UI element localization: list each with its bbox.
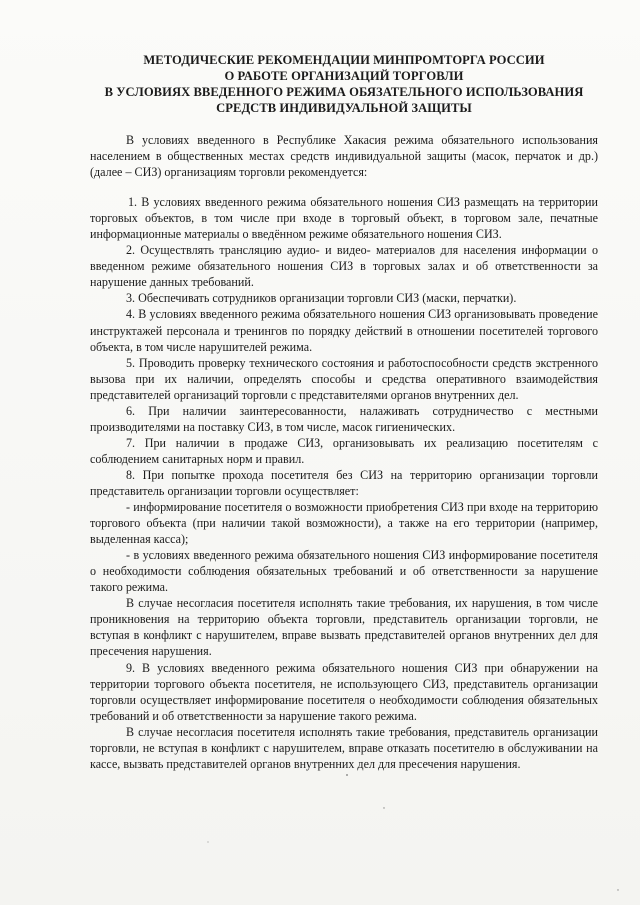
title-line: В УСЛОВИЯХ ВВЕДЕННОГО РЕЖИМА ОБЯЗАТЕЛЬНОГО ИСПОЛЬЗОВАНИЯ [104, 85, 584, 99]
paragraph: В случае несогласия посетителя исполнять такие требования, их нарушения, в том числе проникновения на территорию объекта торговли, представитель организации торговли, не вступая в конфликт с нарушителем, вправе вызвать представителей органов внутренних дел для пресечения нарушения. [90, 596, 598, 659]
paragraph: 6. При наличии заинтересованности, налаживать сотрудничество с местными производителями на поставку СИЗ, в том числе, масок гигиенических. [90, 403, 598, 434]
paragraph: - в условиях введенного режима обязательного ношения СИЗ информирование посетителя о необходимости соблюдения обязательных требований и об ответственности за нарушение такого режима. [90, 548, 598, 595]
paragraph: 5. Проводить проверку технического состояния и работоспособности средств экстренного вызова при их наличии, определять способы и средства оперативного взаимодействия представителей организаций торговли с представителями органов внутренних дел. [90, 355, 598, 402]
paragraph: В случае несогласия посетителя исполнять такие требования, представитель организации торговли, не вступая в конфликт с нарушителем, вправе отказать посетителю в обслуживании на кассе, вызвать представителей органов внутренних дел для пресечения нарушения. [90, 724, 598, 771]
paragraph: 7. При наличии в продаже СИЗ, организовывать их реализацию посетителям с соблюдением санитарных норм и правил. [90, 435, 598, 466]
title-line: СРЕДСТВ ИНДИВИДУАЛЬНОЙ ЗАЩИТЫ [216, 101, 472, 115]
title-line: МЕТОДИЧЕСКИЕ РЕКОМЕНДАЦИИ МИНПРОМТОРГА РОССИИ [143, 53, 545, 67]
paragraph: 1. В условиях введенного режима обязательного ношения СИЗ размещать на территории торговых объектов, в том числе при входе в торговый объект, в торговом зале, печатные информационные материалы о введённом режиме обязательного ношения СИЗ. [90, 195, 598, 242]
paragraph: 9. В условиях введенного режима обязательного ношения СИЗ при обнаружении на территории торгового объекта посетителя, не использующего СИЗ, представитель организации торговли осуществляет информирование посетителя о необходимости соблюдения обязательных требований и об ответственности за нарушение такого режима. [90, 660, 598, 723]
paragraph: 2. Осуществлять трансляцию аудио- и видео- материалов для населения информации о введенном режиме обязательного ношения СИЗ в торговых залах и об ответственности за нарушение данных требований. [90, 243, 598, 290]
paragraph: 3. Обеспечивать сотрудников организации торговли СИЗ (маски, перчатки). [126, 291, 517, 306]
title-line: О РАБОТЕ ОРГАНИЗАЦИЙ ТОРГОВЛИ [224, 69, 464, 83]
document-title [90, 52, 598, 116]
intro-paragraph: В условиях введенного в Республике Хакасия режима обязательного использования населением в общественных местах средств индивидуальной защиты (масок, перчаток и др.) (далее – СИЗ) организациям торговли рекомендуется: [90, 133, 598, 180]
paragraph: 4. В условиях введенного режима обязательного ношения СИЗ организовывать проведение инструктажей персонала и тренингов по порядку действий в отношении посетителей торгового объекта, в том числе нарушителей режима. [90, 307, 598, 354]
paragraph: - информирование посетителя о возможности приобретения СИЗ при входе на территорию торгового объекта (при наличии такой возможности), а также на его территории (например, выделенная касса); [90, 500, 598, 547]
paragraph: 8. При попытке прохода посетителя без СИЗ на территорию организации торговли представитель организации торговли осуществляет: [90, 467, 598, 498]
